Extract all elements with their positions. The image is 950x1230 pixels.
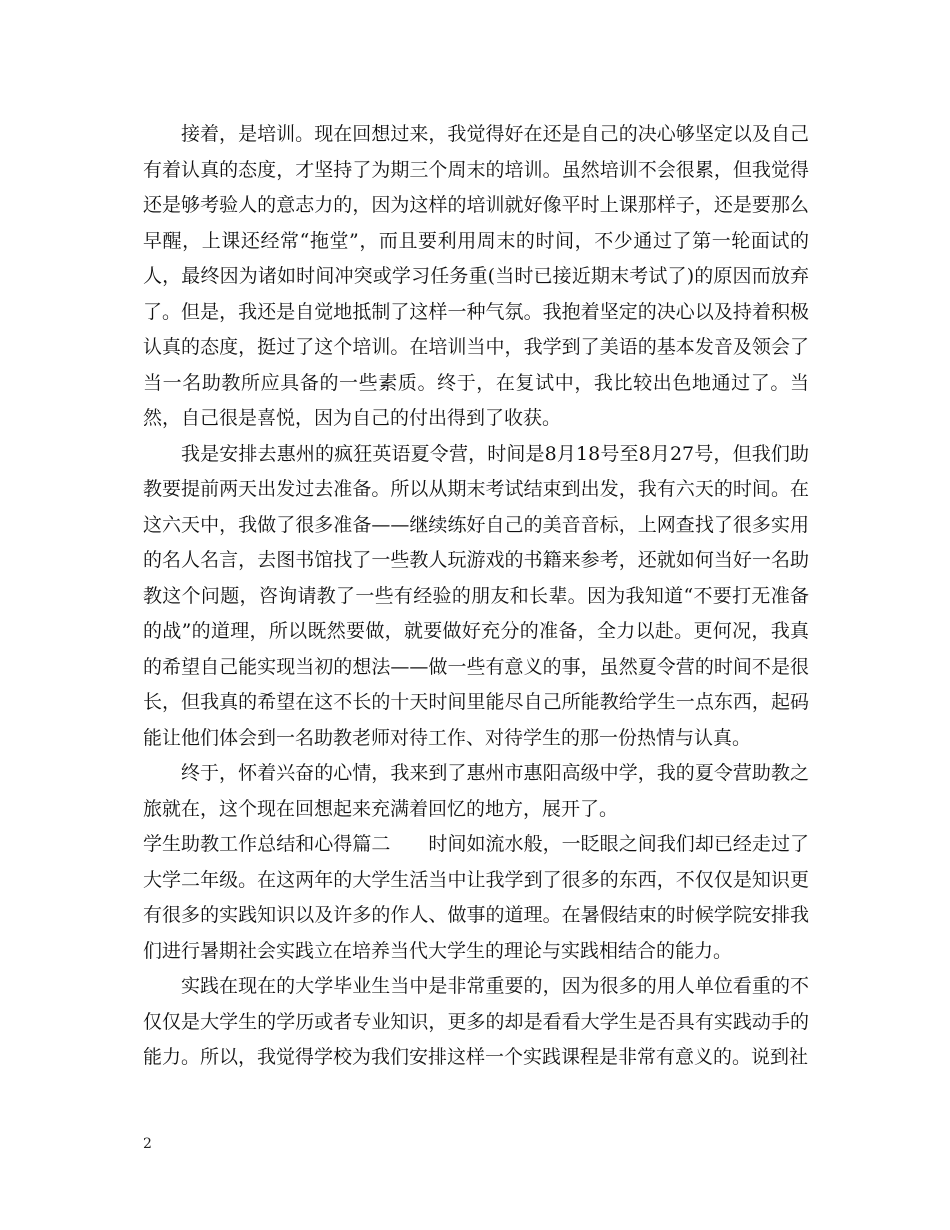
section-first-text: 时间如流水般，一眨眼之间我们却已经走过了大学二年级。在这两年的大学生活当中让我学到了很多的东西，不仅仅是知识更有很多的实践知识以及许多的作人、做事的道理。在暑假结束的时候学院安排我们进行暑期社会实践立在培养当代大学生的理论与实践相结合的能力。 (143, 833, 809, 962)
paragraph-training: 接着，是培训。现在回想过来，我觉得好在还是自己的决心够坚定以及自己有着认真的态度，才坚持了为期三个周末的培训。虽然培训不会很累，但我觉得还是够考验人的意志力的，因为这样的培训就好像平时上课那样子，还是要那么早醒，上课还经常“拖堂”，而且要利用周末的时间，不少通过了第一轮面试的人，最终因为诸如时间冲突或学习任务重(当时已接近期末考试了)的原因而放弃了。但是，我还是自觉地抵制了这样一种气氛。我抱着坚定的决心以及持着积极认真的态度，挺过了这个培训。在培训当中，我学到了美语的基本发音及领会了当一名助教所应具备的一些素质。终于，在复试中，我比较出色地通过了。当然，自己很是喜悦，因为自己的付出得到了收获。 (143, 123, 809, 429)
section-heading: 学生助教工作总结和心得篇二 (143, 833, 391, 855)
document-body (143, 117, 809, 1076)
paragraph-preparation: 我是安排去惠州的疯狂英语夏令营，时间是8月18号至8月27号，但我们助教要提前两天出发过去准备。所以从期末考试结束到出发，我有六天的时间。在这六天中，我做了很多准备——继续练好自己的美音音标，上网查找了很多实用的名人名言，去图书馆找了一些教人玩游戏的书籍来参考，还就如何当好一名助教这个问题，咨询请教了一些有经验的朋友和长辈。因为我知道“不要打无准备的战”的道理，所以既然要做，就要做好充分的准备，全力以赴。更何况，我真的希望自己能实现当初的想法——做一些有意义的事，虽然夏令营的时间不是很长，但我真的希望在这不长的十天时间里能尽自己所能教给学生一点东西，起码能让他们体会到一名助教老师对待工作、对待学生的那一份热情与认真。 (143, 442, 809, 749)
paragraph-section-two (143, 827, 809, 969)
page-number: 2 (143, 1136, 152, 1152)
paragraph-arrival: 终于，怀着兴奋的心情，我来到了惠州市惠阳高级中学，我的夏令营助教之旅就在，这个现在回想起来充满着回忆的地方，展开了。 (143, 762, 809, 820)
paragraph-practice: 实践在现在的大学毕业生当中是非常重要的，因为很多的用人单位看重的不仅仅是大学生的学历或者专业知识，更多的却是看看大学生是否具有实践动手的能力。所以，我觉得学校为我们安排这样一个实践课程是非常有意义的。说到社 (143, 975, 809, 1068)
